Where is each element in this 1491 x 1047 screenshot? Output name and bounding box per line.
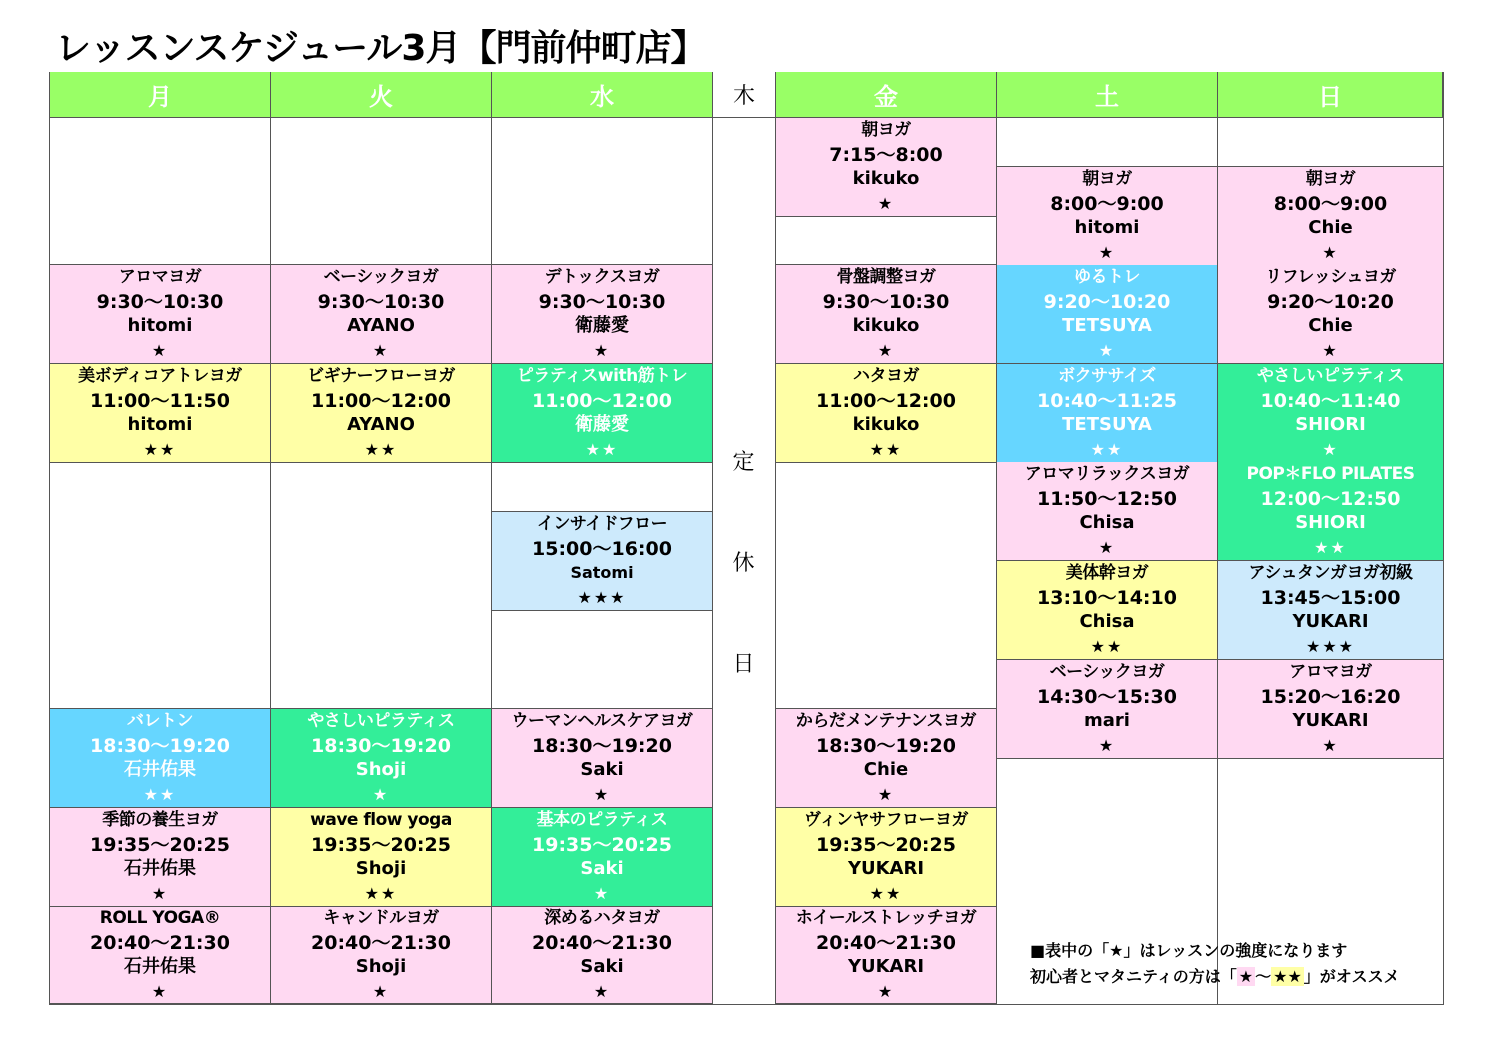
lesson-time: 11:00〜12:00 [311, 389, 451, 412]
lesson-cell [50, 364, 271, 463]
legend-range-b: ★★ [1273, 967, 1302, 986]
lesson-time: 13:10〜14:10 [1037, 586, 1177, 609]
lesson-name: wave flow yoga [310, 810, 452, 830]
empty-slot [50, 118, 270, 265]
lesson-teacher: Shoji [355, 858, 407, 879]
lesson-cell [997, 265, 1218, 364]
empty-slot [271, 118, 491, 265]
empty-slot [1218, 118, 1443, 167]
lesson-stars: ★ [151, 340, 169, 360]
closed-char: 定 [732, 450, 755, 475]
lesson-teacher: YUKARI [847, 956, 925, 977]
lesson-cell [997, 561, 1218, 660]
lesson-cell [492, 364, 713, 463]
lesson-teacher: Satomi [570, 563, 634, 582]
lesson-teacher: 石井佑果 [124, 858, 196, 879]
lesson-stars: ★ [1098, 537, 1116, 557]
lesson-name: アロマリラックスヨガ [1024, 464, 1190, 484]
lesson-stars: ★★ [364, 439, 398, 459]
lesson-teacher: hitomi [127, 414, 193, 435]
lesson-time: 18:30〜19:20 [532, 734, 672, 757]
lesson-teacher: Saki [580, 956, 624, 977]
lesson-time: 15:00〜16:00 [532, 537, 672, 560]
lesson-stars: ★ [1098, 340, 1116, 360]
lesson-stars: ★ [372, 784, 390, 804]
lesson-time: 9:30〜10:30 [538, 290, 666, 313]
lesson-time: 18:30〜19:20 [816, 734, 956, 757]
lesson-teacher: SHIORI [1295, 414, 1366, 435]
lesson-stars: ★ [877, 981, 895, 1001]
legend-line-2 [1030, 964, 1400, 990]
lesson-cell [492, 512, 713, 611]
lesson-cell [776, 709, 997, 808]
lesson-time: 20:40〜21:30 [311, 931, 451, 954]
lesson-name: やさしいピラティス [1256, 366, 1405, 386]
lesson-stars: ★ [372, 340, 390, 360]
lesson-cell [997, 462, 1218, 561]
lesson-stars: ★ [593, 784, 611, 804]
lesson-time: 9:30〜10:30 [317, 290, 445, 313]
lesson-time: 12:00〜12:50 [1260, 487, 1401, 510]
page-title: レッスンスケジュール3月【門前仲町店】 [55, 28, 706, 69]
lesson-name: キャンドルヨガ [323, 908, 439, 928]
lesson-teacher: TETSUYA [1062, 315, 1152, 336]
lesson-stars: ★ [593, 883, 611, 903]
day-header-tue: 火 [271, 72, 492, 118]
lesson-cell [1218, 364, 1444, 463]
lesson-cell [1218, 265, 1444, 364]
lesson-time: 10:40〜11:40 [1260, 389, 1401, 412]
lesson-name: 朝ヨガ [1082, 169, 1132, 189]
legend-tilde: 〜 [1255, 967, 1272, 986]
day-header-fri: 金 [776, 72, 997, 118]
closed-char: 休 [732, 551, 755, 576]
lesson-name: やさしいピラティス [307, 711, 455, 731]
lesson-teacher: 衛藤愛 [575, 414, 629, 435]
day-header-mon: 月 [50, 72, 271, 118]
lesson-time: 19:35〜20:25 [311, 833, 451, 856]
lesson-name: 朝ヨガ [1305, 169, 1356, 189]
lesson-cell [776, 907, 997, 1004]
legend-note [1030, 938, 1400, 990]
lesson-teacher: mari [1084, 710, 1130, 731]
day-header-wed: 水 [492, 72, 713, 118]
lesson-time: 8:00〜9:00 [1050, 192, 1164, 215]
lesson-teacher: Chie [1308, 217, 1353, 238]
empty-slot [271, 462, 491, 709]
lesson-cell [776, 118, 997, 217]
lesson-time: 14:30〜15:30 [1037, 685, 1177, 708]
lesson-name: ホイールストレッチヨガ [795, 908, 977, 928]
lesson-time: 9:30〜10:30 [822, 290, 950, 313]
lesson-time: 9:30〜10:30 [96, 290, 224, 313]
lesson-time: 19:35〜20:25 [90, 833, 230, 856]
lesson-stars: ★★ [143, 439, 177, 459]
lesson-teacher: kikuko [852, 168, 920, 189]
empty-slot [492, 462, 712, 512]
lesson-time: 19:35〜20:25 [816, 833, 956, 856]
lesson-time: 13:45〜15:00 [1260, 586, 1401, 609]
lesson-stars: ★★ [364, 883, 398, 903]
lesson-time: 11:00〜12:00 [816, 389, 956, 412]
lesson-teacher: AYANO [347, 414, 415, 435]
lesson-time: 11:50〜12:50 [1037, 487, 1177, 510]
lesson-stars: ★★ [869, 439, 903, 459]
lesson-time: 9:20〜10:20 [1043, 290, 1171, 313]
lesson-time: 11:00〜11:50 [90, 389, 230, 412]
lesson-teacher: Chisa [1079, 512, 1135, 533]
lesson-stars: ★★★ [1305, 636, 1356, 656]
lesson-name: インサイドフロー [536, 514, 668, 534]
lesson-cell [271, 907, 492, 1004]
lesson-stars: ★ [151, 883, 169, 903]
lesson-time: 18:30〜19:20 [90, 734, 230, 757]
lesson-cell [1218, 462, 1444, 561]
lesson-stars: ★ [593, 981, 611, 1001]
lesson-name: ROLL YOGA® [99, 908, 221, 928]
lesson-stars: ★★ [869, 883, 903, 903]
lesson-name: 朝ヨガ [861, 120, 911, 140]
lesson-cell [776, 265, 997, 364]
lesson-cell [271, 808, 492, 907]
lesson-cell [1218, 561, 1444, 660]
empty-slot [776, 462, 996, 709]
day-header-thu: 木 [713, 72, 776, 118]
lesson-cell [492, 709, 713, 808]
lesson-stars: ★★ [143, 784, 177, 804]
lesson-name: 骨盤調整ヨガ [836, 267, 936, 287]
lesson-name: 美ボディコアトレヨガ [78, 366, 242, 386]
lesson-time: 8:00〜9:00 [1273, 192, 1388, 215]
lesson-stars: ★ [593, 340, 611, 360]
lesson-teacher: Chie [1308, 315, 1353, 336]
lesson-stars: ★★ [1090, 636, 1124, 656]
lesson-stars: ★★ [585, 439, 619, 459]
lesson-time: 20:40〜21:30 [532, 931, 672, 954]
lesson-time: 11:00〜12:00 [532, 389, 672, 412]
lesson-teacher: 衛藤愛 [575, 315, 629, 336]
lesson-name: アロマヨガ [1289, 662, 1372, 682]
lesson-name: アロマヨガ [118, 267, 202, 287]
lesson-teacher: YUKARI [1292, 611, 1369, 632]
lesson-name: ビギナーフローヨガ [307, 366, 455, 386]
lesson-time: 7:15〜8:00 [829, 143, 943, 166]
empty-slot [492, 610, 712, 709]
lesson-teacher: Chisa [1079, 611, 1135, 632]
empty-slot [997, 118, 1217, 167]
lesson-stars: ★ [877, 340, 895, 360]
lesson-name: ゆるトレ [1074, 267, 1140, 287]
lesson-teacher: hitomi [127, 315, 193, 336]
day-header-sun: 日 [1218, 72, 1443, 118]
empty-slot [50, 462, 270, 709]
lesson-cell [492, 907, 713, 1004]
lesson-name: ピラティスwith筋トレ [516, 366, 688, 386]
lesson-teacher: YUKARI [1292, 710, 1369, 731]
lesson-time: 19:35〜20:25 [532, 833, 672, 856]
empty-slot [776, 216, 996, 265]
lesson-teacher: 石井佑果 [124, 956, 196, 977]
lesson-name: ベーシックヨガ [1049, 662, 1165, 682]
lesson-teacher: YUKARI [847, 858, 925, 879]
lesson-time: 20:40〜21:30 [816, 931, 956, 954]
lesson-teacher: hitomi [1074, 217, 1140, 238]
lesson-name: 美体幹ヨガ [1065, 563, 1149, 583]
lesson-time: 18:30〜19:20 [311, 734, 451, 757]
lesson-name: デトックスヨガ [544, 267, 660, 287]
lesson-stars: ★★★ [577, 587, 627, 607]
lesson-cell [492, 808, 713, 907]
legend-line-1: ■表中の「★」はレッスンの強度になります [1030, 941, 1348, 960]
lesson-cell [271, 265, 492, 364]
lesson-stars: ★ [877, 193, 895, 213]
lesson-name: からだメンテナンスヨガ [795, 711, 977, 731]
lesson-cell [997, 167, 1218, 266]
lesson-name: POP＊FLO PILATES [1246, 464, 1415, 484]
lesson-teacher: AYANO [347, 315, 415, 336]
lesson-stars: ★ [372, 981, 390, 1001]
lesson-name: リフレッシュヨガ [1265, 267, 1396, 287]
lesson-name: ボクササイズ [1058, 366, 1156, 386]
lesson-stars: ★★ [1314, 537, 1347, 557]
lesson-cell [271, 364, 492, 463]
lesson-cell [997, 364, 1218, 463]
lesson-cell [776, 364, 997, 463]
lesson-time: 10:40〜11:25 [1037, 389, 1177, 412]
lesson-stars: ★ [1322, 735, 1339, 755]
lesson-teacher: Saki [580, 759, 624, 780]
day-header-sat: 土 [997, 72, 1218, 118]
lesson-name: ベーシックヨガ [323, 267, 439, 287]
lesson-time: 20:40〜21:30 [90, 931, 230, 954]
lesson-stars: ★ [1322, 340, 1339, 360]
lesson-time: 15:20〜16:20 [1260, 685, 1401, 708]
lesson-teacher: SHIORI [1295, 512, 1366, 533]
lesson-name: バレトン [127, 711, 193, 731]
closed-char: 日 [732, 652, 755, 677]
lesson-cell [1218, 660, 1444, 759]
lesson-teacher: Chie [863, 759, 909, 780]
lesson-cell [50, 808, 271, 907]
lesson-cell [1218, 167, 1444, 266]
lesson-time: 9:20〜10:20 [1267, 290, 1394, 313]
lesson-stars: ★ [1322, 439, 1339, 459]
lesson-cell [50, 709, 271, 808]
lesson-name: 季節の養生ヨガ [102, 810, 218, 830]
lesson-name: ヴィンヤサフローヨガ [804, 810, 968, 830]
lesson-teacher: 石井佑果 [124, 759, 196, 780]
lesson-stars: ★★ [1090, 439, 1124, 459]
lesson-cell [50, 907, 271, 1004]
lesson-teacher: kikuko [852, 414, 920, 435]
lesson-cell [492, 265, 713, 364]
lesson-teacher: TETSUYA [1062, 414, 1152, 435]
lesson-teacher: Shoji [355, 759, 407, 780]
lesson-teacher: Shoji [355, 956, 407, 977]
lesson-name: 深めるハタヨガ [544, 908, 660, 928]
lesson-name: アシュタンガヨガ初級 [1248, 563, 1413, 583]
lesson-cell [997, 660, 1218, 759]
lesson-stars: ★ [1322, 242, 1339, 262]
legend-prefix: 初心者とマタニティの方は「 [1030, 967, 1237, 986]
lesson-stars: ★ [1098, 242, 1116, 262]
lesson-teacher: kikuko [852, 315, 920, 336]
lesson-name: ウーマンヘルスケアヨガ [511, 711, 693, 731]
lesson-stars: ★ [151, 981, 169, 1001]
empty-slot [492, 118, 712, 265]
lesson-cell [50, 265, 271, 364]
lesson-cell [271, 709, 492, 808]
legend-suffix: 」がオススメ [1303, 967, 1400, 986]
closed-day-label [712, 118, 775, 1005]
lesson-name: ハタヨガ [853, 366, 919, 386]
lesson-teacher: Saki [580, 858, 624, 879]
lesson-stars: ★ [877, 784, 895, 804]
lesson-stars: ★ [1098, 735, 1116, 755]
lesson-cell [776, 808, 997, 907]
legend-range-a: ★ [1238, 967, 1254, 986]
lesson-name: 基本のピラティス [536, 810, 668, 830]
